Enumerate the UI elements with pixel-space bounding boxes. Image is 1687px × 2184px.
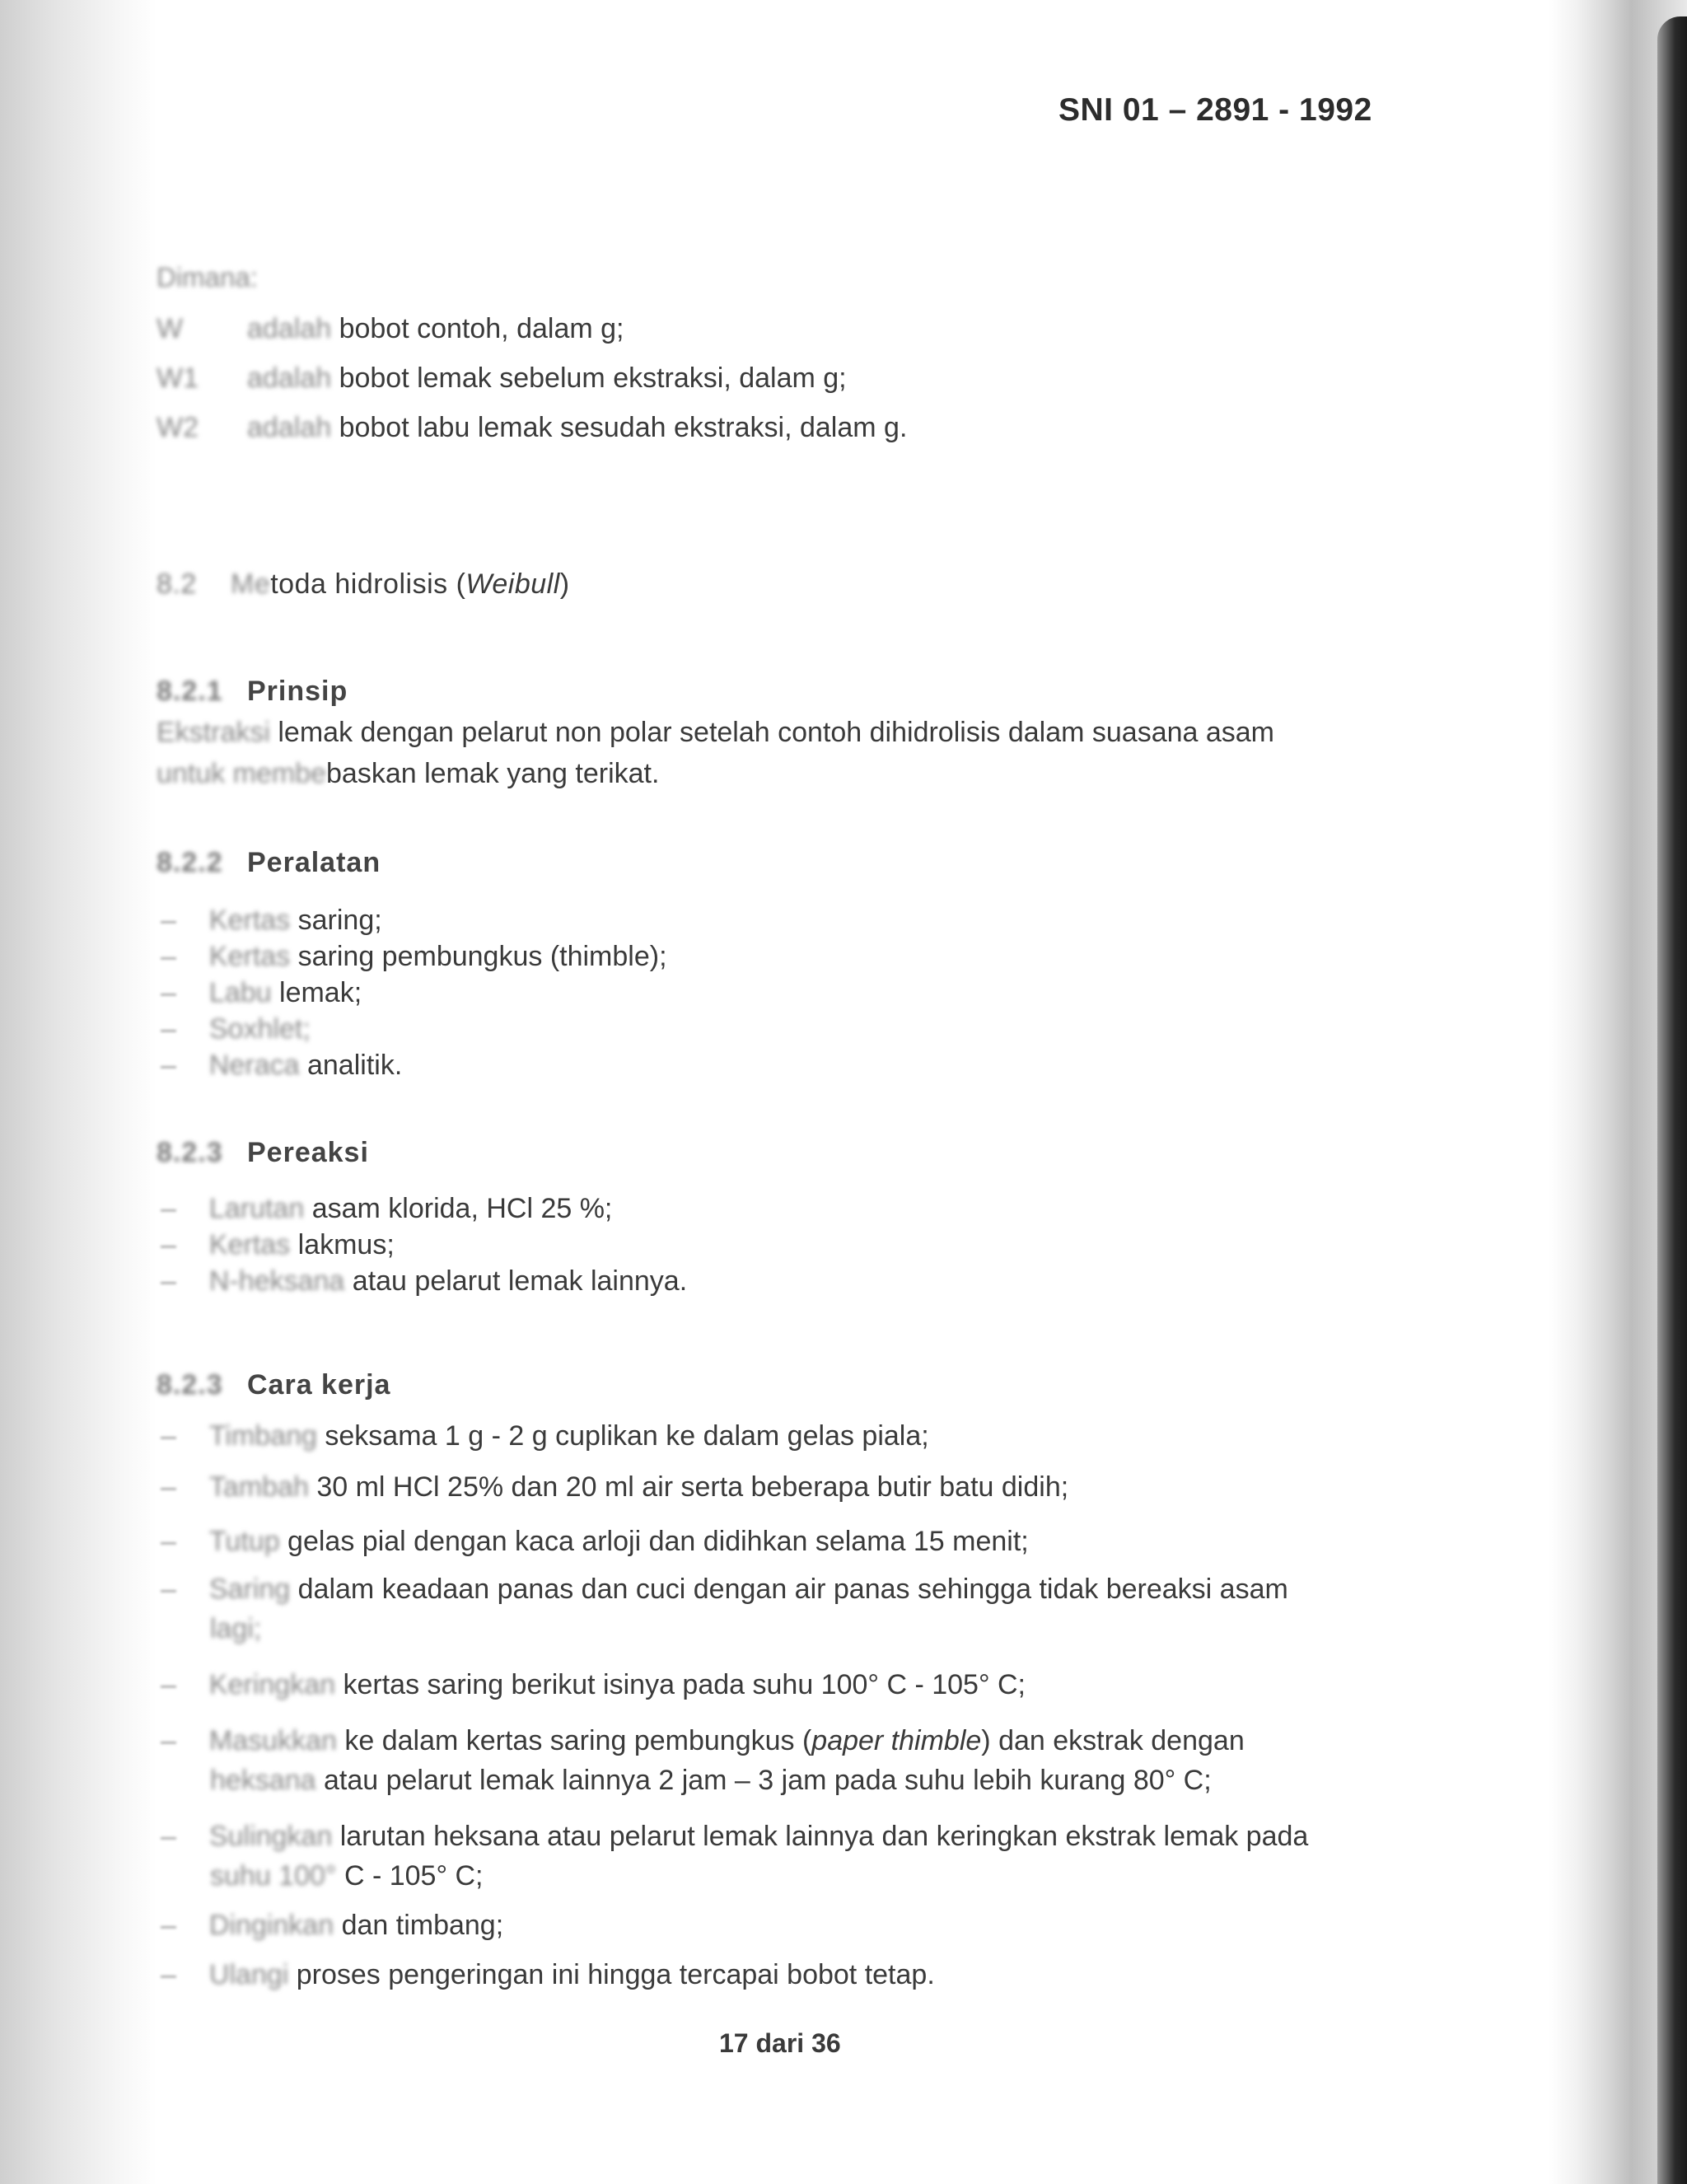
item-text: dan timbang; — [334, 1910, 504, 1941]
item-start: N-heksana — [208, 1265, 345, 1297]
item-text: asam klorida, HCl 25 %; — [304, 1193, 613, 1224]
paragraph-line — [157, 758, 659, 790]
subsection-number: 8.2.2 — [157, 847, 223, 878]
item-text: ke dalam kertas saring pembungkus ( — [336, 1725, 812, 1756]
page-number: 17 dari 36 — [719, 2028, 841, 2058]
item-text: analitik. — [299, 1050, 403, 1081]
list-item: – Ulangi proses pengeringan ini hingga tercapai bobot tetap. — [161, 1959, 935, 1990]
subsection-heading — [157, 1369, 390, 1401]
subsection-title: Pereaksi — [247, 1137, 369, 1168]
list-item: – Timbang seksama 1 g - 2 g cuplikan ke dalam gelas piala; — [161, 1420, 929, 1452]
section-title: toda hidrolisis ( — [270, 568, 466, 600]
list-item-continuation — [210, 1765, 1212, 1797]
where-label: Dimana: — [157, 262, 258, 292]
document-code: SNI 01 – 2891 - 1992 — [1058, 92, 1372, 128]
list-item: – Dinginkan dan timbang; — [161, 1910, 504, 1941]
subsection-title: Peralatan — [247, 847, 381, 878]
list-item: – Sulingkan larutan heksana atau pelarut lemak lainnya dan keringkan ekstrak lemak pada — [161, 1821, 1309, 1852]
item-text: dalam keadaan panas dan cuci dengan air panas sehingga tidak bereaksi asam — [290, 1574, 1288, 1605]
item-italic: paper thimble — [811, 1725, 982, 1756]
list-item: – Labu lemak; — [161, 977, 362, 1008]
item-text: larutan heksana atau pelarut lemak lainnya dan keringkan ekstrak lemak pada — [332, 1821, 1309, 1852]
item-start: Masukkan — [208, 1725, 337, 1756]
item-start: Saring — [208, 1574, 291, 1605]
paragraph-start: Ekstraksi — [157, 717, 270, 748]
item-start: Tutup — [208, 1526, 280, 1557]
list-item: – Tutup gelas pial dengan kaca arloji dan didihkan selama 15 menit; — [161, 1526, 1029, 1557]
item-text: C - 105° C; — [336, 1860, 484, 1892]
paragraph-start: untuk membe — [157, 758, 326, 789]
item-start: Larutan — [208, 1193, 305, 1224]
definition-text: bobot lemak sebelum ekstraksi, dalam g; — [339, 362, 847, 394]
item-text: gelas pial dengan kaca arloji dan didihkan selama 15 menit; — [279, 1526, 1029, 1557]
definition-text: bobot labu lemak sesudah ekstraksi, dalam g. — [339, 412, 908, 443]
item-text-end: ) dan ekstrak dengan — [981, 1725, 1245, 1756]
item-start: Sulingkan — [208, 1821, 333, 1852]
item-start: Kertas — [208, 905, 291, 936]
subsection-number: 8.2.3 — [157, 1137, 223, 1168]
subsection-heading — [157, 1137, 369, 1169]
list-item-continuation — [210, 1860, 484, 1892]
list-item: – Kertas saring pembungkus (thimble); — [161, 941, 667, 972]
item-text: kertas saring berikut isinya pada suhu 100° C - 105° C; — [335, 1669, 1026, 1700]
section-number: 8.2 — [157, 568, 197, 600]
definition-prefix: adalah — [247, 362, 332, 394]
list-item: – Masukkan ke dalam kertas saring pembungkus (paper thimble) dan ekstrak dengan — [161, 1725, 1245, 1756]
list-item: – Kertas saring; — [161, 905, 382, 936]
item-start: Kertas — [208, 941, 291, 972]
subsection-number: 8.2.1 — [157, 676, 223, 707]
list-item: – Kertas lakmus; — [161, 1229, 395, 1260]
item-start: Ulangi — [208, 1959, 289, 1990]
item-start: Labu — [208, 977, 272, 1008]
item-text: saring pembungkus (thimble); — [290, 941, 667, 972]
item-text: lemak; — [271, 977, 362, 1008]
subsection-title: Prinsip — [247, 676, 348, 707]
definition-text: bobot contoh, dalam g; — [339, 313, 624, 344]
item-start: Tambah — [208, 1471, 309, 1503]
list-item: – Neraca analitik. — [161, 1050, 403, 1081]
section-title-start: Me — [231, 568, 271, 600]
section-heading — [157, 568, 570, 601]
item-text: atau pelarut lemak lainnya 2 jam – 3 jam pada suhu lebih kurang 80° C; — [315, 1765, 1212, 1796]
item-text: saring; — [290, 905, 382, 936]
item-start: lagi; — [210, 1613, 262, 1644]
definition-row — [157, 313, 624, 345]
item-start: suhu 100° — [210, 1860, 337, 1892]
section-title-end: ) — [559, 568, 570, 600]
subsection-heading — [157, 676, 348, 708]
item-text: atau pelarut lemak lainnya. — [344, 1265, 688, 1297]
list-item: – Tambah 30 ml HCl 25% dan 20 ml air serta beberapa butir batu didih; — [161, 1471, 1069, 1503]
item-start: heksana — [210, 1765, 316, 1796]
item-start: Kertas — [208, 1229, 291, 1260]
definition-symbol: W1 — [157, 362, 199, 394]
item-text: seksama 1 g - 2 g cuplikan ke dalam gelas piala; — [316, 1420, 929, 1452]
definition-prefix: adalah — [247, 313, 332, 344]
subsection-title: Cara kerja — [247, 1369, 391, 1401]
list-item: – Soxhlet; — [161, 1013, 311, 1045]
item-start: Neraca — [208, 1050, 300, 1081]
item-start: Timbang — [208, 1420, 317, 1452]
item-text: 30 ml HCl 25% dan 20 ml air serta beberapa butir batu didih; — [308, 1471, 1069, 1503]
subsection-number: 8.2.3 — [157, 1369, 223, 1401]
item-start: Keringkan — [208, 1669, 336, 1700]
paragraph-text: lemak dengan pelarut non polar setelah contoh dihidrolisis dalam suasana asam — [269, 717, 1275, 748]
item-text: proses pengeringan ini hingga tercapai bobot tetap. — [288, 1959, 935, 1990]
item-start: Dinginkan — [208, 1910, 334, 1941]
subsection-heading — [157, 847, 381, 879]
list-item: – Saring dalam keadaan panas dan cuci dengan air panas sehingga tidak bereaksi asam — [161, 1574, 1288, 1605]
list-item: – Keringkan kertas saring berikut isinya pada suhu 100° C - 105° C; — [161, 1669, 1026, 1700]
definition-symbol: W2 — [157, 412, 199, 443]
list-item-continuation — [210, 1613, 261, 1645]
paragraph-text: baskan lemak yang terikat. — [326, 758, 660, 789]
item-start: Soxhlet; — [208, 1013, 311, 1045]
definition-row — [157, 362, 847, 395]
section-title-italic: Weibull — [465, 568, 560, 600]
definition-prefix: adalah — [247, 412, 332, 443]
definition-row — [157, 412, 907, 444]
list-item: – N-heksana atau pelarut lemak lainnya. — [161, 1265, 688, 1297]
paragraph-line — [157, 717, 1274, 749]
definition-symbol: W — [157, 313, 184, 344]
item-text: lakmus; — [290, 1229, 395, 1260]
list-item: – Larutan asam klorida, HCl 25 %; — [161, 1193, 613, 1224]
